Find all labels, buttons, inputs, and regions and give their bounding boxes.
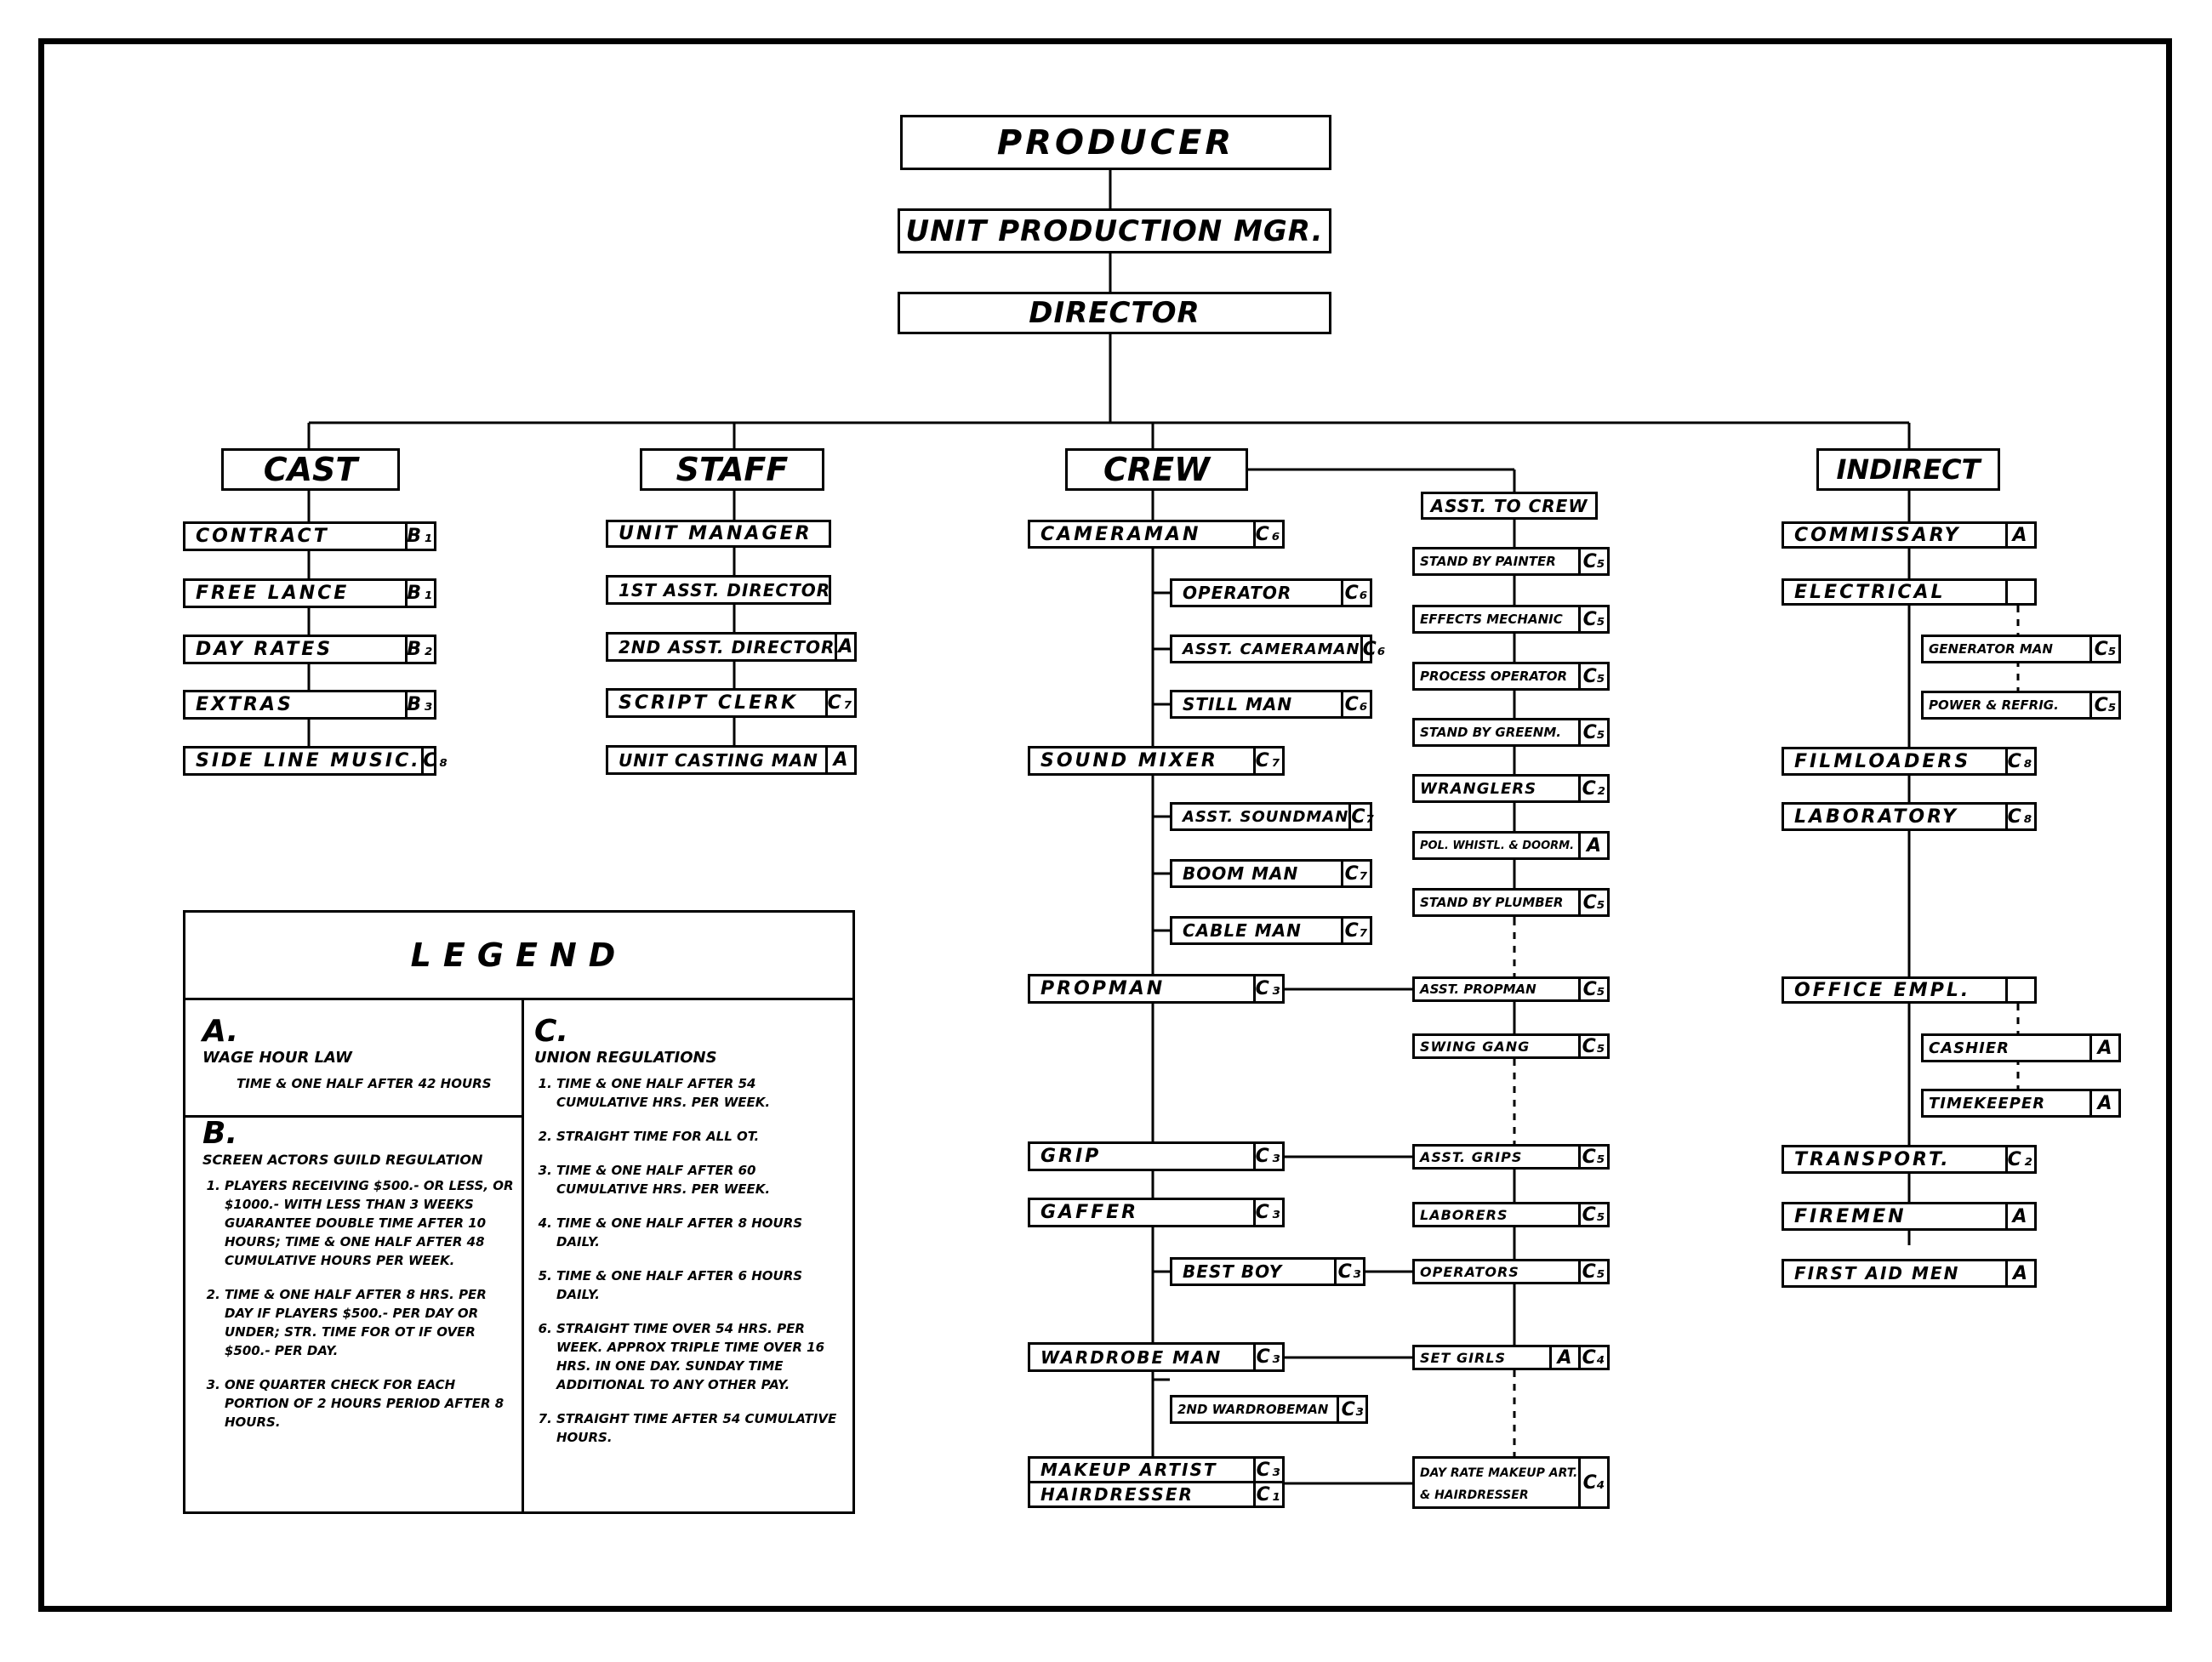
code-badge: A xyxy=(835,635,854,659)
role-label: UNIT MANAGER xyxy=(619,523,812,544)
role-label: PROPMAN xyxy=(1040,978,1166,999)
legend-section-title: SCREEN ACTORS GUILD REGULATION xyxy=(202,1152,483,1168)
asst-to-crew-label: ASST. TO CREW xyxy=(1430,495,1588,516)
crew-role-box xyxy=(1028,1456,1285,1483)
asst-crew-box xyxy=(1412,831,1610,860)
legend-letter: A. xyxy=(202,1014,239,1049)
crew-sub-box xyxy=(1170,802,1376,831)
role-label: DAY RATES xyxy=(196,639,334,660)
role-label: CASHIER xyxy=(1929,1039,2010,1057)
code-badge: B₁ xyxy=(405,524,434,549)
asst-crew-box xyxy=(1412,1202,1610,1227)
code-badge: C₅ xyxy=(1578,891,1607,914)
unit-production-mgr-label: UNIT PRODUCTION MGR. xyxy=(905,213,1324,248)
role-label: GENERATOR MAN xyxy=(1929,641,2053,657)
producer-label: PRODUCER xyxy=(996,122,1235,162)
cast-role-box xyxy=(183,521,436,551)
role-label: WRANGLERS xyxy=(1420,779,1537,798)
role-label: POWER & REFRIG. xyxy=(1929,697,2059,713)
role-label: 1ST ASST. DIRECTOR xyxy=(619,579,831,600)
code-badge: C₄ xyxy=(1578,1347,1607,1368)
legend-letter: C. xyxy=(534,1014,569,1049)
indirect-header-label: INDIRECT xyxy=(1836,453,1981,486)
legend-item: 5. TIME & ONE HALF AFTER 6 HOURS DAILY. xyxy=(556,1266,849,1304)
code-badge: C₃ xyxy=(1253,1144,1282,1169)
role-label: SOUND MIXER xyxy=(1040,750,1218,771)
code-badge: C₅ xyxy=(1578,549,1607,573)
indirect-role-box xyxy=(1782,976,2037,1004)
crew-sub-box xyxy=(1170,690,1372,719)
role-label: ELECTRICAL xyxy=(1794,581,1946,603)
staff-role-box xyxy=(606,745,857,775)
staff-role-box xyxy=(606,575,831,605)
code-badge: C₅ xyxy=(1578,1261,1607,1282)
asst-crew-box xyxy=(1412,1033,1610,1059)
role-label: ASST. SOUNDMAN xyxy=(1183,807,1349,826)
legend-section-a xyxy=(202,1015,509,1093)
indirect-role-box xyxy=(1782,802,2037,831)
code-badge: B₂ xyxy=(405,637,434,662)
code-badge: C₅ xyxy=(1578,664,1607,688)
code-badge: C₅ xyxy=(1578,979,1607,999)
legend-item: 1. TIME & ONE HALF AFTER 54 CUMULATIVE HRS. PER WEEK. xyxy=(556,1074,849,1112)
code-badge: C₇ xyxy=(1341,919,1370,942)
crew-sub-box xyxy=(1170,916,1372,945)
code-badge: A xyxy=(2089,1036,2118,1060)
crew-role-box xyxy=(1028,1342,1285,1372)
legend-text: TIME & ONE HALF AFTER 42 HOURS xyxy=(237,1076,492,1091)
director-label: DIRECTOR xyxy=(1029,296,1200,330)
role-label: MAKEUP ARTIST xyxy=(1040,1460,1217,1480)
role-label: COMMISSARY xyxy=(1794,524,1961,546)
code-badge: C₅ xyxy=(1578,1036,1607,1056)
legend-item: 6. STRAIGHT TIME OVER 54 HRS. PER WEEK. APPROX TRIPLE TIME OVER 16 HRS. IN ONE DAY. SUNDAY TIME ADDITIONAL TO ANY OTHER PAY. xyxy=(556,1319,849,1394)
asst-crew-box xyxy=(1412,1456,1610,1509)
legend-divider xyxy=(522,998,524,1514)
asst-crew-box xyxy=(1412,547,1610,576)
producer-box xyxy=(900,115,1331,170)
legend-section-title: WAGE HOUR LAW xyxy=(202,1049,352,1067)
role-label: FIREMEN xyxy=(1794,1205,1907,1227)
role-label: ASST. CAMERAMAN xyxy=(1183,640,1360,658)
code-badge: C₂ xyxy=(1578,777,1607,800)
asst-crew-box xyxy=(1412,605,1610,634)
role-label: FILMLOADERS xyxy=(1794,750,1971,772)
code-badge: A xyxy=(1549,1347,1578,1368)
role-label: SCRIPT CLERK xyxy=(619,692,799,714)
role-label: 2ND ASST. DIRECTOR xyxy=(619,636,835,657)
crew-role-box xyxy=(1028,974,1285,1004)
role-label: STAND BY PAINTER xyxy=(1420,554,1556,569)
legend xyxy=(183,910,855,1514)
code-badge: C₆ xyxy=(1341,692,1370,716)
role-label: GRIP xyxy=(1040,1146,1102,1167)
legend-section-title: UNION REGULATIONS xyxy=(534,1049,717,1067)
role-label: SIDE LINE MUSIC. xyxy=(196,750,421,771)
role-label: FREE LANCE xyxy=(196,583,350,604)
code-badge: C₆ xyxy=(1360,637,1387,661)
staff-header-label: STAFF xyxy=(676,451,789,488)
role-label: UNIT CASTING MAN xyxy=(619,749,818,771)
code-badge xyxy=(2005,979,2034,1001)
indirect-sub-box xyxy=(1921,1033,2121,1062)
code-badge: C₅ xyxy=(1578,720,1607,744)
code-badge: B₁ xyxy=(405,581,434,606)
code-badge: C₅ xyxy=(1578,1204,1607,1225)
role-label: EFFECTS MECHANIC xyxy=(1420,612,1563,627)
indirect-header xyxy=(1816,448,2000,491)
code-badge: C₄ xyxy=(1578,1459,1607,1506)
cast-header xyxy=(221,448,400,491)
legend-item: 2. TIME & ONE HALF AFTER 8 HRS. PER DAY IF PLAYERS $500.- PER DAY OR UNDER; STR. TIME FOR OT IF OVER $500.- PER DAY. xyxy=(225,1285,519,1360)
code-badge: A xyxy=(825,748,854,772)
asst-crew-box xyxy=(1412,1144,1610,1170)
unit-production-mgr-box xyxy=(898,208,1331,253)
code-badge: C₅ xyxy=(1578,1147,1607,1167)
indirect-sub-box xyxy=(1921,635,2121,663)
code-badge: C₆ xyxy=(1341,581,1370,605)
cast-role-box xyxy=(183,746,450,776)
code-badge: C₃ xyxy=(1337,1397,1365,1421)
cast-role-box xyxy=(183,578,436,608)
code-badge: C₁ xyxy=(1253,1483,1282,1505)
code-badge: C₅ xyxy=(2089,693,2118,717)
asst-to-crew-header xyxy=(1421,492,1598,520)
code-badge: C₈ xyxy=(421,748,450,773)
code-badge: C₈ xyxy=(2005,805,2034,828)
legend-item: 3. TIME & ONE HALF AFTER 60 CUMULATIVE HRS. PER WEEK. xyxy=(556,1161,849,1198)
crew-sub-box xyxy=(1170,635,1387,663)
legend-item: 1. PLAYERS RECEIVING $500.- OR LESS, OR $1000.- WITH LESS THAN 3 WEEKS GUARANTEE DOUBLE TIME AFTER 10 HOURS; TIME & ONE HALF AFTER 48 CUMULATIVE HOURS PER WEEK. xyxy=(225,1176,519,1270)
role-label: STAND BY GREENM. xyxy=(1420,725,1561,740)
code-badge: C₂ xyxy=(2005,1147,2034,1171)
code-badge: C₆ xyxy=(1253,522,1282,546)
asst-crew-box xyxy=(1412,662,1610,691)
indirect-role-box xyxy=(1782,521,2037,549)
staff-header xyxy=(640,448,824,491)
asst-crew-box xyxy=(1412,774,1610,803)
role-label: EXTRAS xyxy=(196,694,294,715)
indirect-role-box xyxy=(1782,1259,2037,1288)
role-label: HAIRDRESSER xyxy=(1040,1484,1194,1505)
role-label: TIMEKEEPER xyxy=(1929,1094,2046,1113)
role-label: CABLE MAN xyxy=(1183,920,1302,941)
code-badge: C₃ xyxy=(1253,1345,1282,1369)
asst-crew-box xyxy=(1412,976,1610,1002)
role-label: TRANSPORT. xyxy=(1794,1148,1951,1170)
legend-item: 7. STRAIGHT TIME AFTER 54 CUMULATIVE HOURS. xyxy=(556,1409,849,1447)
role-label: ASST. GRIPS xyxy=(1420,1148,1523,1165)
staff-role-box xyxy=(606,688,857,718)
legend-item: 4. TIME & ONE HALF AFTER 8 HOURS DAILY. xyxy=(556,1214,849,1251)
crew-header xyxy=(1065,448,1248,491)
staff-role-box xyxy=(606,632,857,662)
role-label: LABORERS xyxy=(1420,1206,1508,1223)
crew-header-label: CREW xyxy=(1103,451,1211,488)
code-badge: B₃ xyxy=(405,692,434,717)
role-label: 2ND WARDROBEMAN xyxy=(1177,1402,1329,1417)
crew-sub-box xyxy=(1170,859,1372,888)
crew-role-box xyxy=(1028,520,1285,549)
role-label: BEST BOY xyxy=(1183,1261,1283,1282)
code-badge: A xyxy=(2005,524,2034,546)
indirect-role-box xyxy=(1782,1202,2037,1231)
code-badge: C₃ xyxy=(1334,1260,1363,1283)
asst-crew-box xyxy=(1412,718,1610,747)
asst-crew-box xyxy=(1412,1259,1610,1284)
crew-sub-box xyxy=(1170,578,1372,607)
role-label: SWING GANG xyxy=(1420,1038,1531,1055)
legend-section-c xyxy=(534,1015,849,1462)
code-badge: C₃ xyxy=(1253,976,1282,1001)
legend-item: 2. STRAIGHT TIME FOR ALL OT. xyxy=(556,1127,849,1146)
cast-header-label: CAST xyxy=(263,451,358,488)
code-badge: A xyxy=(1578,834,1607,857)
role-label: OPERATORS xyxy=(1420,1263,1519,1280)
role-label: POL. WHISTL. & DOORM. xyxy=(1420,839,1575,852)
role-label: OFFICE EMPL. xyxy=(1794,979,1971,1001)
indirect-sub-box xyxy=(1921,691,2121,720)
code-badge: A xyxy=(2005,1261,2034,1285)
code-badge: A xyxy=(2089,1091,2118,1115)
role-label: OPERATOR xyxy=(1183,583,1292,603)
role-label: CONTRACT xyxy=(196,526,329,547)
asst-crew-box xyxy=(1412,1345,1610,1370)
role-label: WARDROBE MAN xyxy=(1040,1346,1223,1368)
staff-role-box xyxy=(606,520,831,548)
indirect-sub-box xyxy=(1921,1089,2121,1118)
crew-sub-box xyxy=(1170,1395,1368,1424)
legend-item: 3. ONE QUARTER CHECK FOR EACH PORTION OF 2 HOURS PERIOD AFTER 8 HOURS. xyxy=(225,1375,519,1431)
crew-role-box xyxy=(1028,1198,1285,1227)
role-label: STAND BY PLUMBER xyxy=(1420,895,1564,910)
legend-letter: B. xyxy=(202,1116,238,1151)
role-label: DAY RATE MAKEUP ART. & HAIRDRESSER xyxy=(1420,1466,1578,1502)
cast-role-box xyxy=(183,635,436,664)
code-badge: C₇ xyxy=(825,691,854,715)
code-badge: C₃ xyxy=(1253,1459,1282,1481)
role-label: FIRST AID MEN xyxy=(1794,1263,1960,1283)
code-badge xyxy=(2005,581,2034,603)
code-badge: C₅ xyxy=(2089,637,2118,661)
indirect-role-box xyxy=(1782,1145,2037,1174)
role-label: ASST. PROPMAN xyxy=(1420,982,1536,997)
role-label: GAFFER xyxy=(1040,1202,1139,1223)
code-badge: C₇ xyxy=(1341,862,1370,885)
indirect-role-box xyxy=(1782,747,2037,776)
role-label: LABORATORY xyxy=(1794,805,1958,828)
crew-sub-box xyxy=(1170,1257,1365,1286)
role-label: PROCESS OPERATOR xyxy=(1420,669,1568,684)
code-badge: C₇ xyxy=(1348,805,1375,828)
role-label: SET GIRLS xyxy=(1420,1349,1507,1366)
asst-crew-box xyxy=(1412,888,1610,917)
role-label: STILL MAN xyxy=(1183,694,1293,714)
code-badge: C₇ xyxy=(1253,748,1282,773)
legend-section-b xyxy=(202,1117,519,1447)
crew-role-box xyxy=(1028,746,1285,776)
code-badge: C₈ xyxy=(2005,749,2034,773)
code-badge: C₃ xyxy=(1253,1200,1282,1225)
director-box xyxy=(898,292,1331,334)
cast-role-box xyxy=(183,690,436,720)
legend-title: LEGEND xyxy=(185,913,852,1000)
indirect-role-box xyxy=(1782,578,2037,606)
role-label: CAMERAMAN xyxy=(1040,523,1201,545)
crew-role-box xyxy=(1028,1481,1285,1508)
code-badge: C₅ xyxy=(1578,607,1607,631)
code-badge: A xyxy=(2005,1204,2034,1228)
crew-role-box xyxy=(1028,1141,1285,1171)
role-label: BOOM MAN xyxy=(1183,863,1299,884)
